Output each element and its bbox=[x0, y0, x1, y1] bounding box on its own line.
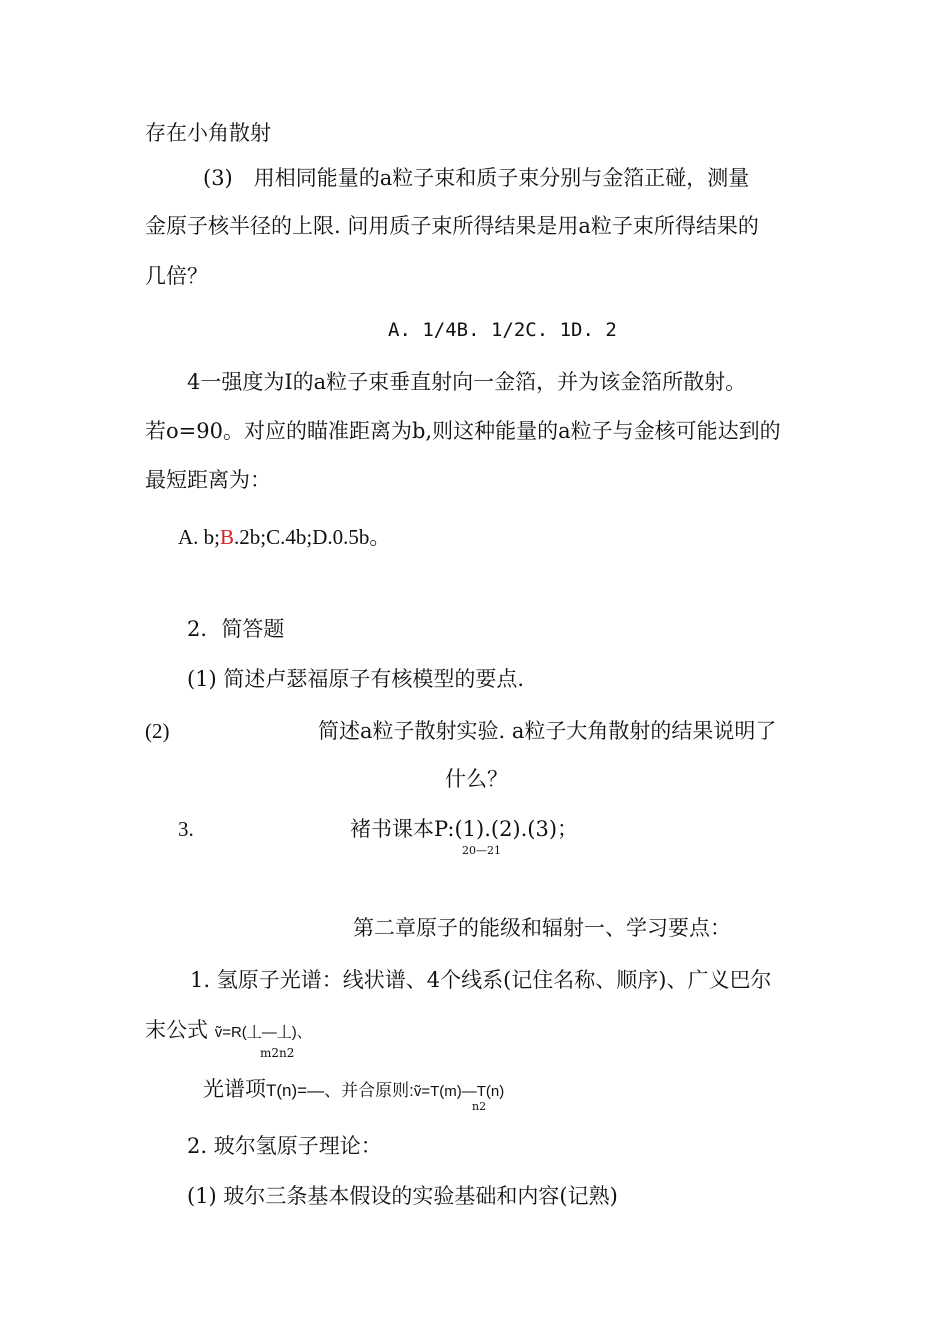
short-answer-1: (1) 简述卢瑟福原子有核模型的要点. bbox=[187, 667, 525, 691]
item-3-text: 褚书课本P:(1).(2).(3)； bbox=[350, 817, 579, 841]
question-3-line-2: 金原子核半径的上限. 问用质子束所得结果是用a粒子束所得结果的 bbox=[145, 214, 759, 238]
item-3-number: 3. bbox=[178, 817, 194, 841]
section-heading: 2．简答题 bbox=[187, 617, 285, 641]
question-4-line-2: 若o=90。对应的瞄准距离为b,则这种能量的a粒子与金核可能达到的 bbox=[145, 419, 781, 443]
question-4-line-1: 4一强度为I的a粒子束垂直射向一金箔，并为该金箔所散射。 bbox=[187, 370, 747, 394]
question-3-options: A. 1/4B. 1/2C. 1D. 2 bbox=[388, 319, 617, 341]
point-2-item-1: (1) 玻尔三条基本假设的实验基础和内容(记熟) bbox=[187, 1184, 618, 1208]
combination-formula: ṽ=T(m)—T(n) bbox=[413, 1083, 505, 1100]
options-rest: .2b;C.4b;D.0.5b。 bbox=[234, 525, 391, 549]
formula-label: 末公式 bbox=[145, 1018, 208, 1042]
point-1-term-line bbox=[203, 1075, 504, 1106]
question-4-options bbox=[178, 523, 390, 551]
formula-subscripts: m2n2 bbox=[260, 1046, 295, 1060]
term-formula: T(n)=—、并合原则: bbox=[266, 1081, 414, 1100]
question-3-line-1: (3) 用相同能量的a粒子束和质子束分别与金箔正碰，测量 bbox=[203, 166, 750, 190]
short-answer-2-number: (2) bbox=[145, 719, 170, 743]
text-line: 存在小角散射 bbox=[145, 121, 271, 145]
balmer-formula: ṽ=R(丄—丄)、 bbox=[214, 1024, 312, 1041]
term-subscript: n2 bbox=[472, 1100, 487, 1113]
short-answer-2-continued: 什么？ bbox=[445, 767, 508, 791]
point-2-heading: 2. 玻尔氢原子理论： bbox=[187, 1134, 382, 1158]
chapter-heading: 第二章原子的能级和辐射一、学习要点： bbox=[353, 916, 731, 940]
point-1-formula-line bbox=[145, 1016, 312, 1047]
option-b-marked: B bbox=[220, 525, 235, 549]
term-label: 光谱项 bbox=[203, 1077, 266, 1101]
short-answer-2-text: 简述a粒子散射实验. a粒子大角散射的结果说明了 bbox=[318, 719, 777, 743]
item-3-page-range: 20—21 bbox=[462, 844, 501, 857]
question-4-line-3: 最短距离为： bbox=[145, 468, 271, 492]
option-a: A. b; bbox=[178, 525, 220, 549]
question-3-line-3: 几倍？ bbox=[145, 264, 208, 288]
point-1-line-1: 1. 氢原子光谱：线状谱、4个线系(记住名称、顺序)、广义巴尔 bbox=[190, 968, 772, 992]
